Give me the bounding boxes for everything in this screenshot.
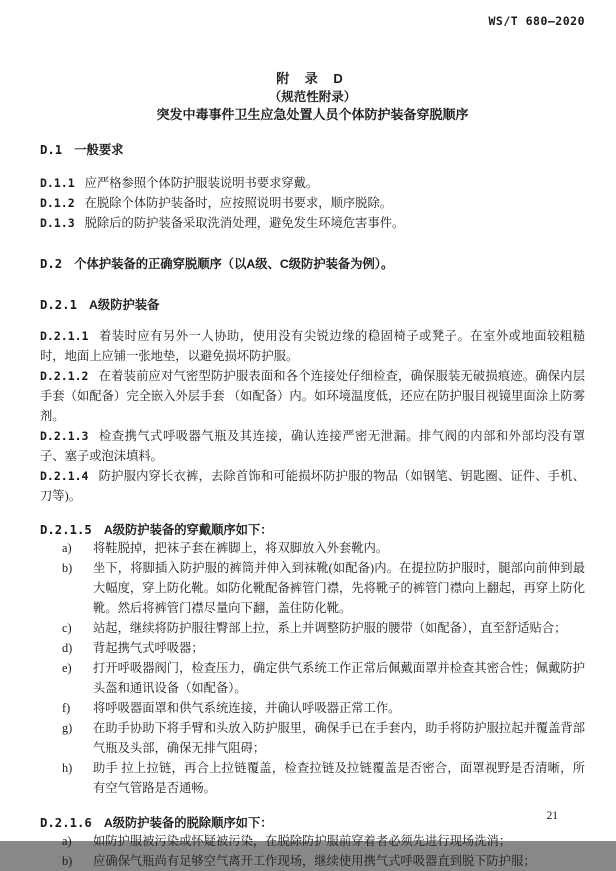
- clause-d2-1-4-number: D.2.1.4: [40, 469, 89, 483]
- list-item: [40, 758, 585, 798]
- clause-d2-1-3-number: D.2.1.3: [40, 429, 89, 443]
- list-item-marker: f): [62, 701, 71, 715]
- section-d1-body: [40, 173, 585, 233]
- clause-d2-1-1-text: 着装时应有另外一人协助，使用没有尖锐边缘的稳固椅子或凳子。在室外或地面较粗糙时，地面上应铺一张地垫，以避免损坏防护服。: [40, 329, 585, 363]
- doffing-steps-list: [40, 831, 585, 871]
- section-d1-title: 一般要求: [74, 143, 124, 157]
- list-item: [40, 718, 585, 758]
- clause-d2-1-3: [40, 426, 585, 466]
- list-item-marker: c): [62, 621, 72, 635]
- clause-d2-1-2-number: D.2.1.2: [40, 369, 89, 383]
- list-item-marker: b): [62, 854, 73, 868]
- section-d1-heading: [40, 142, 585, 158]
- list-item: [40, 831, 585, 851]
- list-item-marker: b): [62, 561, 73, 575]
- clause-d2-1-5-number: D.2.1.5: [40, 523, 92, 537]
- clause-d1-2-number: D.1.2: [40, 196, 75, 210]
- clause-d2-1-6-number: D.2.1.6: [40, 816, 92, 830]
- list-item-text: 站起，继续将防护服往臀部上拉，系上并调整防护服的腰带（如配备），直至舒适贴合；: [93, 621, 567, 635]
- clause-d2-1-6-heading: [40, 815, 585, 831]
- clause-d2-1-3-text: 检查携气式呼吸器气瓶及其连接，确认连接严密无泄漏。排气阀的内部和外部均没有罩子、塞子或泡沫填料。: [40, 429, 585, 463]
- list-item-text: 如防护服被污染或怀疑被污染，在脱除防护服前穿着者必须先进行现场洗消；: [93, 834, 512, 848]
- appendix-title: 附 录 D: [276, 71, 349, 86]
- list-item-marker: d): [62, 641, 73, 655]
- section-d21-heading: [40, 297, 585, 313]
- clause-d2-1-2-text: 在着装前应对气密型防护服表面和各个连接处仔细检查，确保服装无破损痕迹。确保内层手套（如配备）完全嵌入外层手套 （如配备）内。如环境温度低，还应在防护服目视镜里面涂上防雾剂。: [40, 369, 585, 423]
- list-item-text: 打开呼吸器阀门，检查压力，确定供气系统工作正常后佩戴面罩并检查其密合性；佩戴防护头盔和通讯设备（如配备）。: [93, 661, 585, 695]
- page-number: 21: [546, 810, 558, 822]
- clause-d2-1-1-number: D.2.1.1: [40, 329, 89, 343]
- list-item: [40, 658, 585, 698]
- clause-d1-2: [40, 193, 585, 213]
- list-item-text: 坐下，将脚插入防护服的裤筒并伸入到袜靴(如配备)内。在提拉防护服时，腿部向前伸到最大幅度，穿上防化靴。如防化靴配备裤管门襟，先将靴子的裤管门襟向上翻起，再穿上防化靴。然后将裤管门襟尽量向下翻，盖住防化靴。: [93, 561, 585, 615]
- standard-number: WS/T 680—2020: [488, 14, 585, 28]
- clause-d1-3: [40, 213, 585, 233]
- section-d2-heading: [40, 256, 585, 272]
- clause-d1-3-text: 脱除后的防护装备采取洗消处理，避免发生环境危害事件。: [84, 216, 405, 230]
- list-item: [40, 698, 585, 718]
- section-d2-title: 个体护装备的正确穿脱顺序（以A级、C级防护装备为例）。: [74, 257, 394, 271]
- section-d1-number: D.1: [40, 143, 63, 157]
- list-item-marker: e): [62, 661, 72, 675]
- section-d2-number: D.2: [40, 257, 63, 271]
- list-item-text: 将呼吸器面罩和供气系统连接，并确认呼吸器正常工作。: [93, 701, 401, 715]
- clause-d1-1-text: 应严格参照个体防护服装说明书要求穿戴。: [84, 176, 319, 190]
- donning-steps-list: [40, 538, 585, 798]
- list-item-text: 应确保气瓶尚有足够空气离开工作现场，继续使用携气式呼吸器直到脱下防护服；: [93, 854, 536, 868]
- title-block: [40, 70, 585, 124]
- section-d21-number: D.2.1: [40, 298, 78, 312]
- list-item: [40, 538, 585, 558]
- list-item-text: 背起携气式呼吸器；: [93, 641, 204, 655]
- appendix-main-title: 突发中毒事件卫生应急处置人员个体防护装备穿脱顺序: [156, 107, 469, 122]
- clause-d2-1-2: [40, 366, 585, 426]
- list-item-text: 将鞋脱掉，把袜子套在裤脚上，将双脚放入外套靴内。: [93, 541, 389, 555]
- clause-d1-1-number: D.1.1: [40, 176, 75, 190]
- clause-d2-1-4: [40, 466, 585, 506]
- list-item-marker: a): [62, 834, 72, 848]
- list-item-marker: a): [62, 541, 72, 555]
- clause-d2-1-6-title: A级防护装备的脱除顺序如下：: [103, 816, 273, 830]
- list-item-marker: g): [62, 721, 73, 735]
- list-item-text: 助手 拉上拉链，再合上拉链覆盖，检查拉链及拉链覆盖是否密合，面罩视野是否清晰，所有空气管路是否通畅。: [93, 761, 585, 795]
- clause-d2-1-1: [40, 326, 585, 366]
- clause-d2-1-5-heading: [40, 522, 585, 538]
- appendix-normative-note: （规范性附录）: [268, 90, 357, 104]
- list-item-marker: h): [62, 761, 73, 775]
- clause-d2-1-4-text: 防护服内穿长衣裤，去除首饰和可能损坏防护服的物品（如钢笔、钥匙圈、证件、手机、刀等)。: [40, 469, 585, 503]
- section-d21-body: [40, 326, 585, 506]
- list-item: [40, 851, 585, 871]
- clause-d1-1: [40, 173, 585, 193]
- section-d21-title: A级防护装备: [89, 298, 160, 312]
- list-item-text: 在助手协助下将手臂和头放入防护服里，确保手已在手套内，助手将防护服拉起并覆盖背部气瓶及头部，确保无排气阻碍；: [93, 721, 585, 755]
- list-item: [40, 618, 585, 638]
- list-item: [40, 638, 585, 658]
- list-item: [40, 558, 585, 618]
- clause-d1-3-number: D.1.3: [40, 216, 75, 230]
- clause-d2-1-5-title: A级防护装备的穿戴顺序如下：: [103, 523, 273, 537]
- clause-d1-2-text: 在脱除个体防护装备时，应按照说明书要求，顺序脱除。: [84, 196, 393, 210]
